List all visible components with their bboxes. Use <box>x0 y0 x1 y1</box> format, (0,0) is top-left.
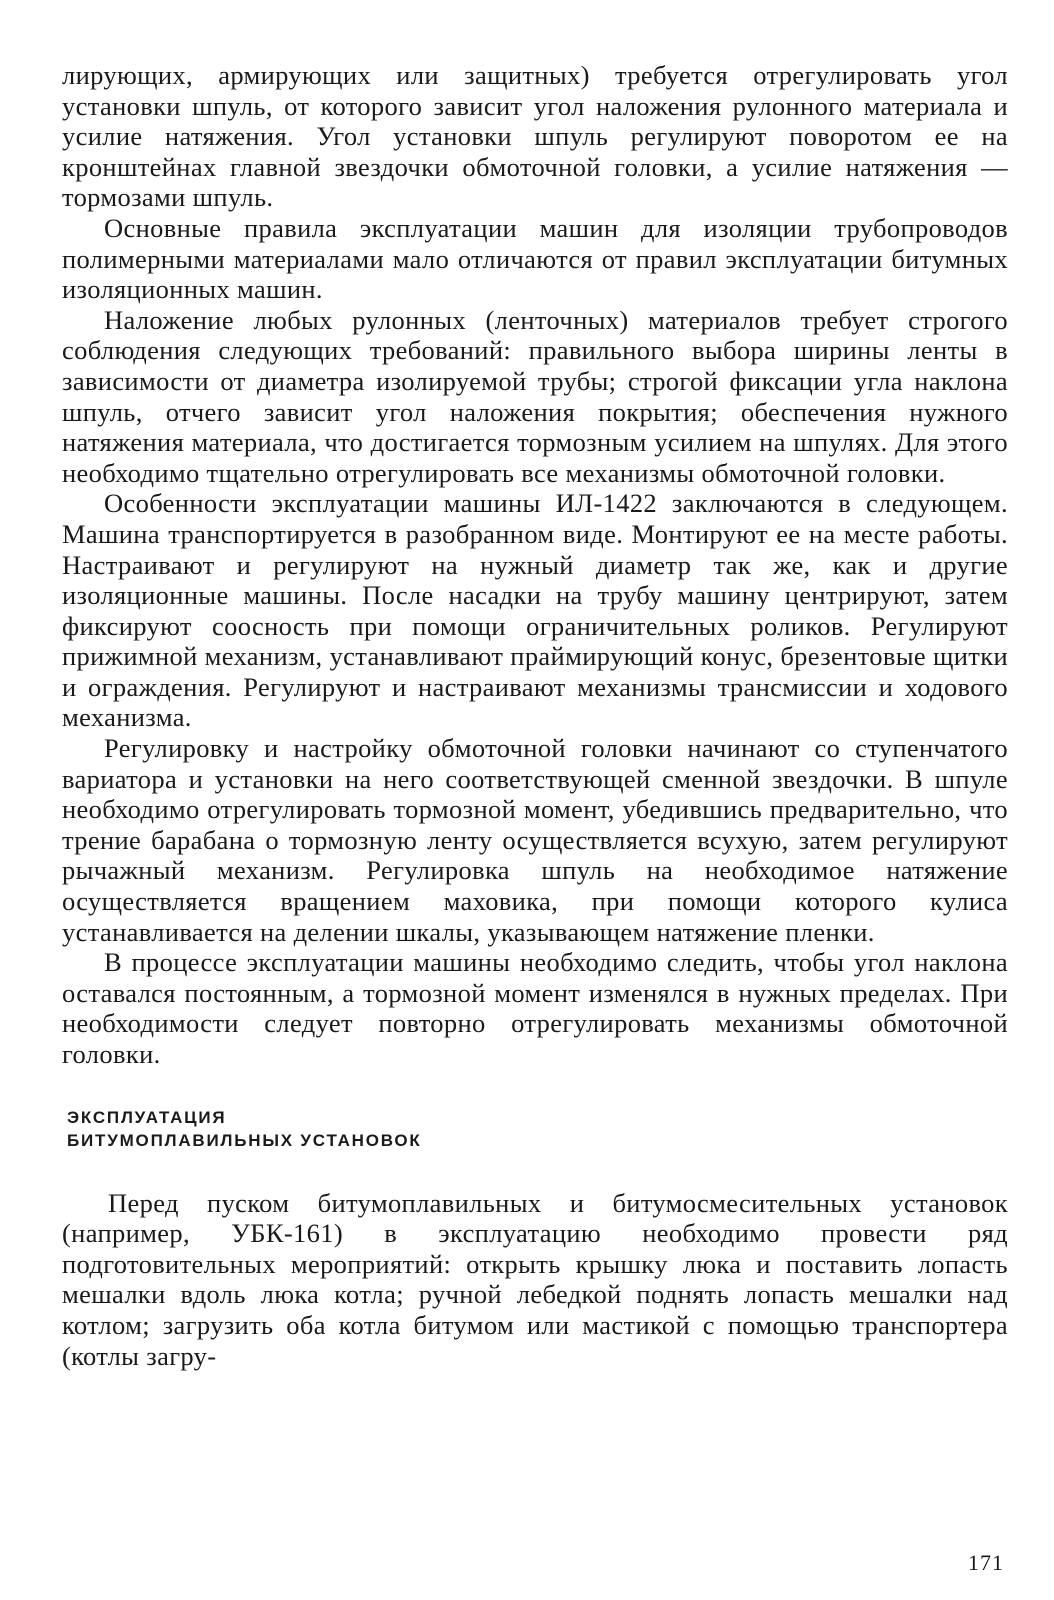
paragraph-bitumen-start: Перед пуском битумоплавильных и битумосмесительных установок (например, УБК-161) в эксплуатацию необходимо провести ряд подготовительных мероприятий: открыть крышку люка и поставить лопасть мешалки вдоль люка котла; ручной лебедкой поднять лопасть мешалки над котлом; загрузить оба котла битумом или мастикой с помощью транспортера (котлы загру- <box>62 1187 1008 1371</box>
section-heading-line1: ЭКСПЛУАТАЦИЯ <box>67 1107 227 1127</box>
paragraph-polymer-rules: Основные правила эксплуатации машин для изоляции трубопроводов полимерными материалами мало отличаются от правил эксплуатации битумных изоляционных машин. <box>62 212 1008 305</box>
paragraph-roll-materials: Наложение любых рулонных (ленточных) материалов требует строгого соблюдения следующих требований: правильного выбора ширины ленты в зависимости от диаметра изолируемой трубы; строгой фиксации угла наклона шпуль, отчего зависит угол наложения покрытия; обеспечения нужного натяжения материала, что достигается тормозным усилием на шпулях. Для этого необходимо тщательно отрегулировать все механизмы обмоточной головки. <box>62 304 1008 488</box>
page-number: 171 <box>968 1550 1004 1575</box>
paragraph-il1422: Особенности эксплуатации машины ИЛ-1422 заключаются в следующем. Машина транспортируется в разобранном виде. Монтируют ее на месте работы. Настраивают и регулируют на нужный диаметр так же, как и другие изоляционные машины. После насадки на трубу машину центрируют, затем фиксируют соосность при помощи ограничительных роликов. Регулируют прижимной механизм, устанавливают праймирующий конус, брезентовые щитки и ограждения. Регулируют и настраивают механизмы трансмиссии и ходового механизма. <box>62 488 1008 733</box>
paragraph-operation-process: В процессе эксплуатации машины необходимо следить, чтобы угол наклона оставался постоянным, а тормозной момент изменялся в нужных пределах. При необходимости следует повторно отрегулировать механизмы обмоточной головки. <box>62 947 1008 1069</box>
section-spacer <box>62 1152 1008 1188</box>
page-body <box>62 60 1008 1371</box>
paragraph-winding-head: Регулировку и настройку обмоточной головки начинают со ступенчатого вариатора и установки на него соответствующей сменной звездочки. В шпуле необходимо отрегулировать тормозной момент, убедившись предварительно, что трение барабана о тормозную ленту осуществляется всухую, затем регулируют рычажный механизм. Регулировка шпуль на необходимое натяжение осуществляется вращением маховика, при помощи которого кулиса устанавливается на делении шкалы, указывающем натяжение пленки. <box>62 733 1008 947</box>
section-heading <box>67 1106 1008 1152</box>
section-heading-line2: БИТУМОПЛАВИЛЬНЫХ УСТАНОВОК <box>67 1130 422 1150</box>
paragraph-continued: лирующих, армирующих или защитных) требуется отрегулировать угол установки шпуль, от которого зависит угол наложения рулонного материала и усилие натяжения. Угол установки шпуль регулируют поворотом ее на кронштейнах главной звездочки обмоточной головки, а усилие натяжения — тормозами шпуль. <box>62 60 1008 213</box>
